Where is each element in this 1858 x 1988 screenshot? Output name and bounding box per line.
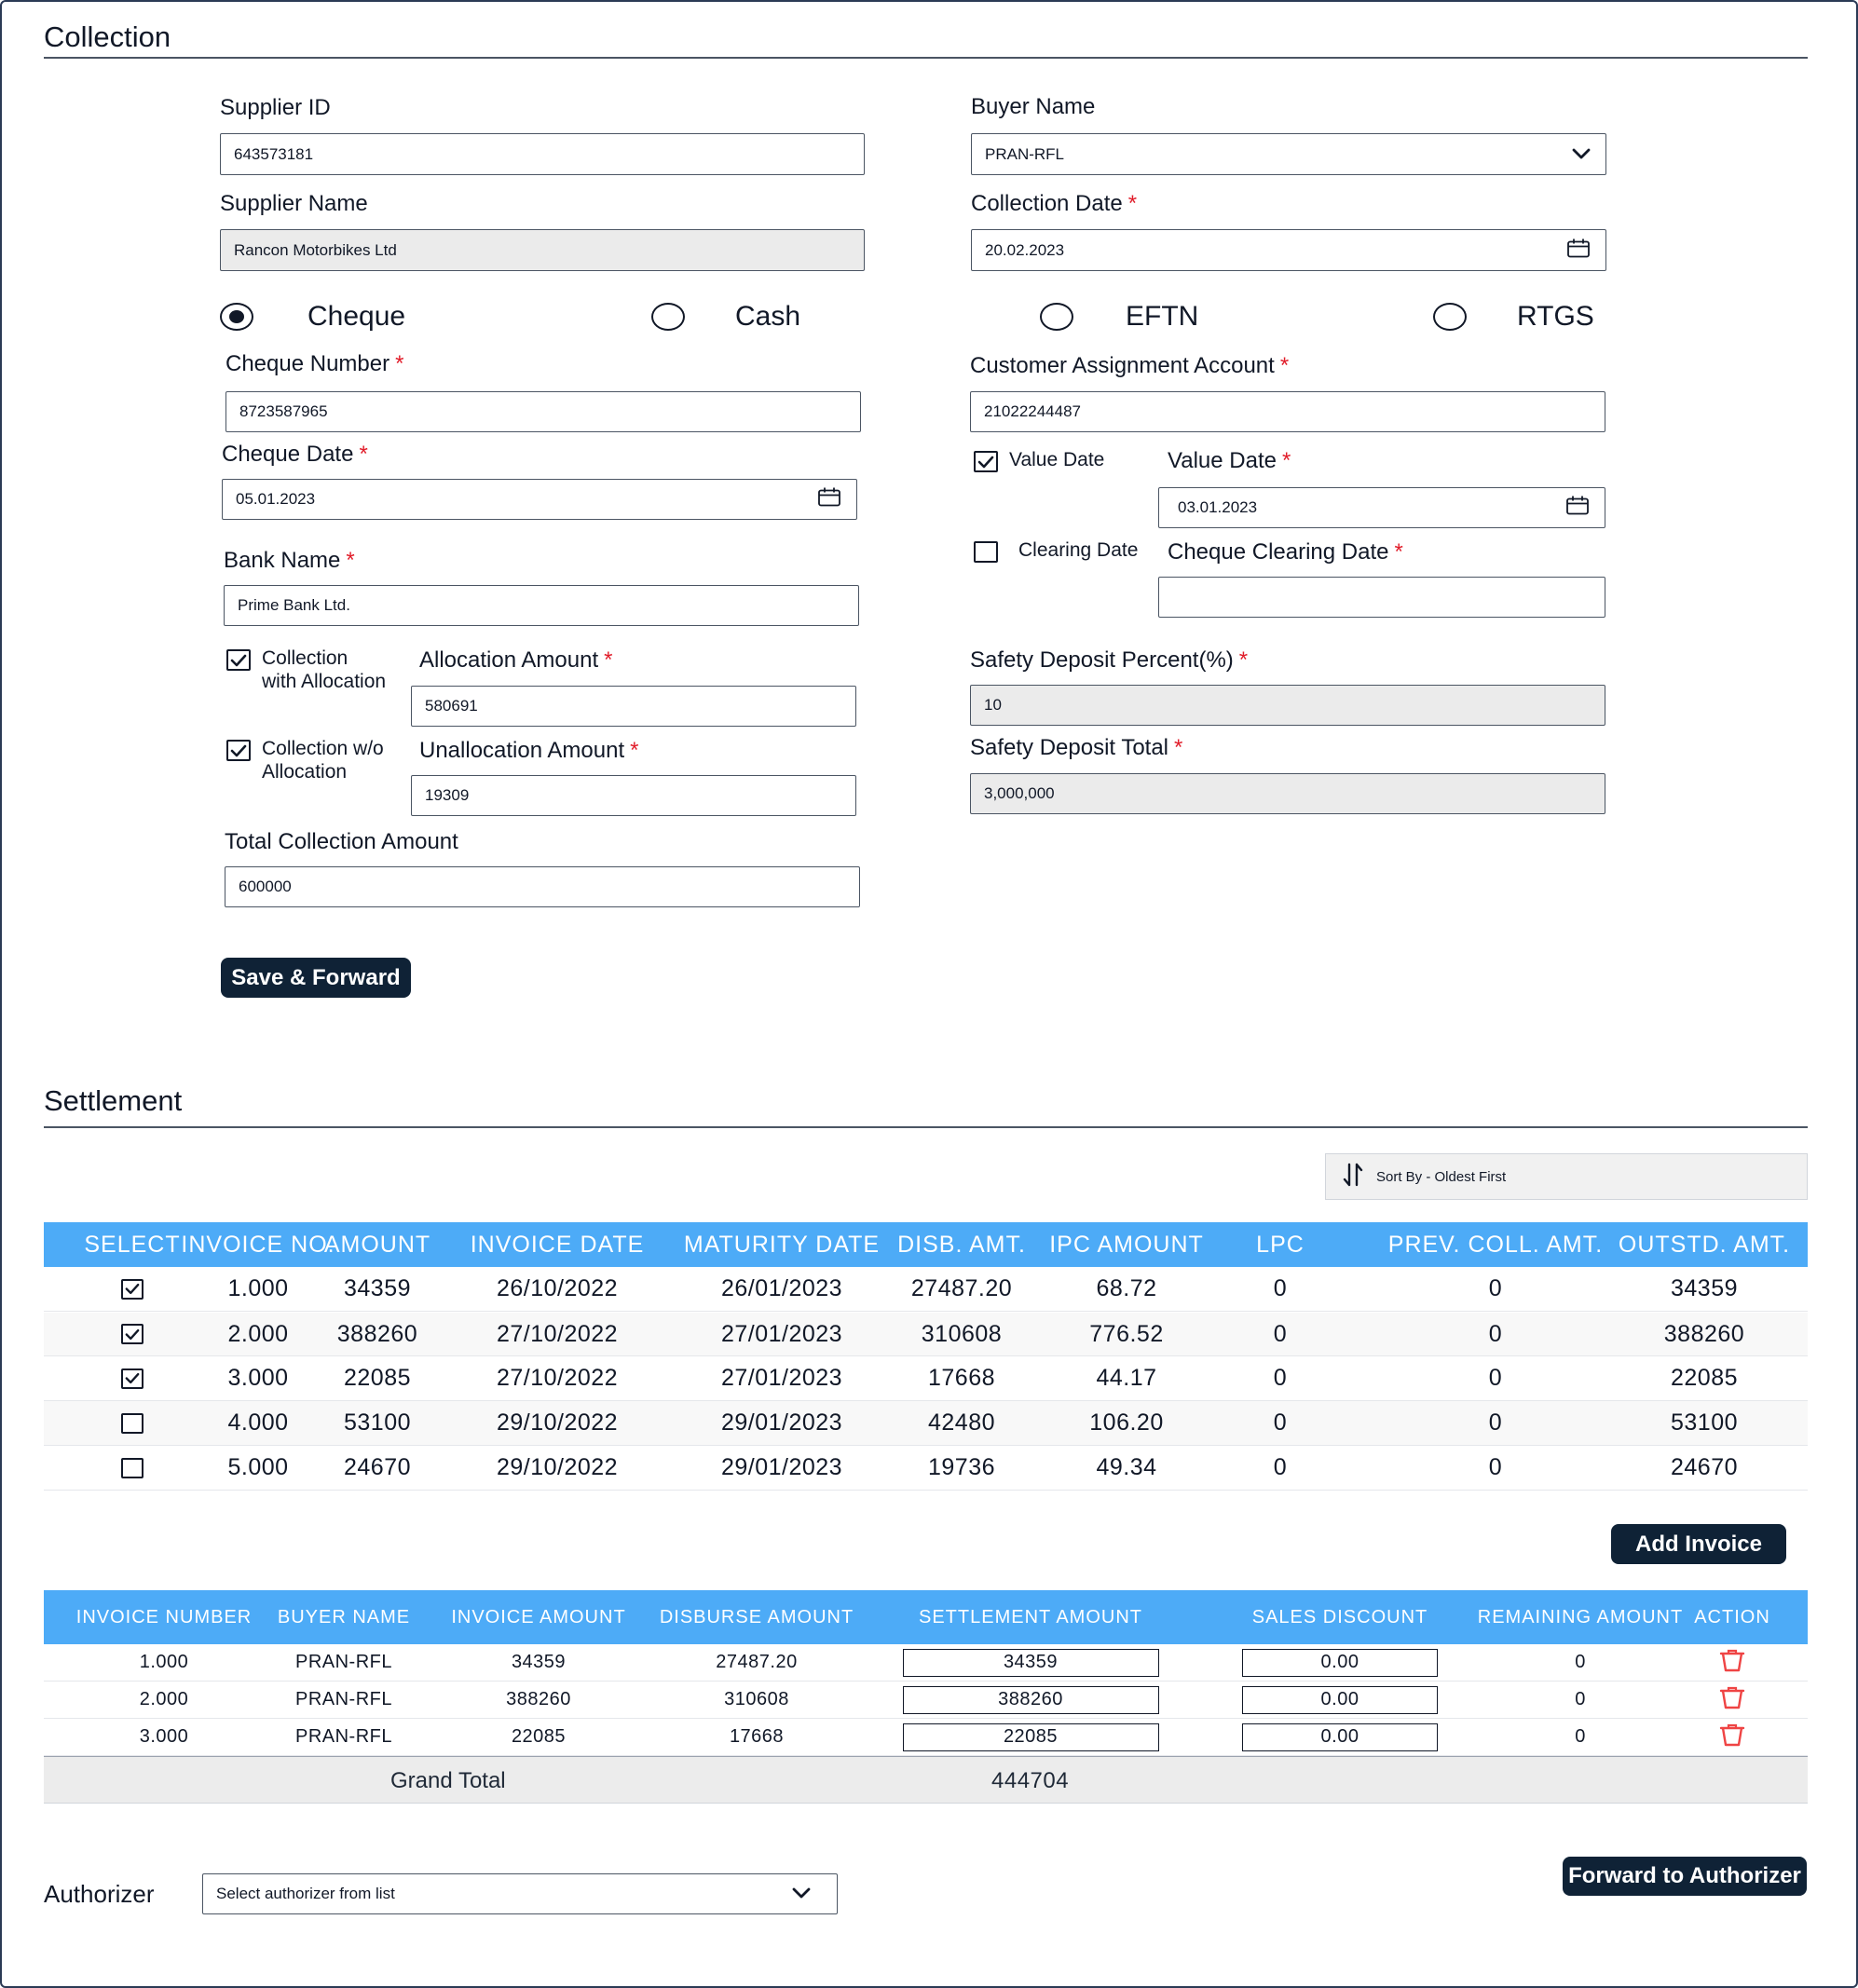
invoice-cell: 29/10/2022 (496, 1409, 619, 1436)
collection-date-input[interactable] (971, 229, 1606, 271)
supplier-name-input (220, 229, 865, 271)
invoice-cell: 26/01/2023 (720, 1275, 843, 1301)
invoice-cell: 29/01/2023 (720, 1454, 843, 1480)
allocation-amount-input[interactable] (411, 686, 856, 727)
supplier-name-value: Rancon Motorbikes Ltd (234, 240, 397, 259)
settlement-cell: PRAN-RFL (294, 1726, 392, 1747)
invoice-select-checkbox[interactable] (121, 1324, 143, 1344)
invoice-cell: 106.20 (1089, 1409, 1164, 1436)
settlement-cell: 3.000 (139, 1726, 189, 1747)
settlement-divider (44, 1126, 1808, 1128)
safety-deposit-total-value: 3,000,000 (984, 784, 1055, 802)
calendar-icon[interactable] (1566, 238, 1591, 263)
invoice-select-cell (62, 1267, 202, 1311)
settlement-cell: 310608 (724, 1689, 789, 1709)
radio-rtgs-circle[interactable] (1433, 303, 1467, 331)
invoice-select-checkbox[interactable] (121, 1279, 143, 1300)
sales-discount-input[interactable]: 0.00 (1242, 1723, 1438, 1751)
invoice-col-lpc: LPC (1256, 1231, 1305, 1258)
value-date-checkbox-label: Value Date (1009, 449, 1105, 470)
invoice-cell: 776.52 (1089, 1320, 1164, 1347)
settlement-cell: 388260 (506, 1689, 571, 1709)
radio-cash-label: Cash (735, 301, 801, 332)
chevron-down-icon (792, 1885, 811, 1903)
invoice-cell: 24670 (1670, 1454, 1739, 1480)
invoice-cell: 0 (1488, 1409, 1503, 1436)
collection-wo-allocation-label: Collection w/o Allocation (262, 738, 384, 783)
invoice-select-cell (62, 1401, 202, 1445)
invoice-cell: 24670 (343, 1454, 412, 1480)
invoice-col-disb-amt: DISB. AMT. (897, 1231, 1026, 1258)
settlement-col-remaining-amount: REMAINING AMOUNT (1477, 1606, 1684, 1627)
unallocation-amount-label: Unallocation Amount * (419, 738, 639, 763)
settlement-amount-cell (900, 1719, 1161, 1755)
supplier-id-input[interactable] (220, 133, 865, 175)
clearing-date-checkbox-label: Clearing Date (1018, 539, 1139, 561)
add-invoice-button[interactable]: Add Invoice (1611, 1524, 1786, 1564)
settlement-amount-input[interactable]: 34359 (903, 1649, 1159, 1677)
settlement-col-settlement-amount: SETTLEMENT AMOUNT (919, 1606, 1142, 1627)
invoice-cell: 3.000 (227, 1365, 289, 1391)
buyer-name-label: Buyer Name (971, 94, 1096, 119)
sort-dropdown[interactable] (1325, 1153, 1808, 1200)
bank-name-value: Prime Bank Ltd. (238, 596, 350, 614)
invoice-cell: 27/01/2023 (720, 1320, 843, 1347)
action-cell (1676, 1682, 1788, 1718)
invoice-col-invoice-date: INVOICE DATE (470, 1231, 645, 1258)
sales-discount-cell (1233, 1644, 1447, 1681)
invoice-select-checkbox[interactable] (121, 1413, 143, 1434)
invoice-col-select: SELECT (84, 1231, 181, 1258)
invoice-cell: 27/10/2022 (496, 1365, 619, 1391)
invoice-cell: 0 (1273, 1365, 1288, 1391)
invoice-cell: 53100 (1670, 1409, 1739, 1436)
bank-name-input[interactable] (224, 585, 859, 626)
settlement-cell: 27487.20 (716, 1652, 798, 1672)
chevron-down-icon (1572, 145, 1591, 164)
invoice-cell: 34359 (1670, 1275, 1739, 1301)
invoice-cell: 0 (1488, 1365, 1503, 1391)
authorizer-select[interactable] (202, 1873, 838, 1914)
collection-section-title: Collection (44, 20, 171, 53)
invoice-select-checkbox[interactable] (121, 1368, 143, 1389)
settlement-cell: 22085 (511, 1726, 567, 1747)
settlement-cell: 0 (1575, 1726, 1586, 1747)
invoice-cell: 0 (1273, 1275, 1288, 1301)
settlement-cell: 0 (1575, 1689, 1586, 1709)
radio-eftn-label: EFTN (1126, 301, 1199, 332)
total-collection-amount-input[interactable] (225, 866, 860, 907)
invoice-cell: 5.000 (227, 1454, 289, 1480)
invoice-cell: 29/01/2023 (720, 1409, 843, 1436)
settlement-col-buyer-name: BUYER NAME (277, 1606, 411, 1627)
supplier-id-label: Supplier ID (220, 95, 331, 120)
cheque-number-input[interactable] (225, 391, 861, 432)
invoice-col-prev-coll-amt: PREV. COLL. AMT. (1387, 1231, 1604, 1258)
radio-rtgs[interactable] (1433, 301, 1594, 333)
supplier-id-value: 643573181 (234, 144, 314, 163)
clearing-date-checkbox[interactable] (974, 541, 998, 563)
save-forward-button[interactable]: Save & Forward (221, 958, 411, 998)
trash-icon[interactable] (1718, 1685, 1746, 1715)
settlement-cell: PRAN-RFL (294, 1652, 392, 1672)
invoice-col-invoice-no: INVOICE NO. (181, 1231, 335, 1258)
invoice-cell: 0 (1273, 1454, 1288, 1480)
settlement-table-row (44, 1644, 1808, 1682)
sales-discount-input[interactable]: 0.00 (1242, 1686, 1438, 1714)
sales-discount-input[interactable]: 0.00 (1242, 1649, 1438, 1677)
total-collection-amount-label: Total Collection Amount (225, 829, 458, 854)
invoice-cell: 0 (1488, 1454, 1503, 1480)
action-cell (1676, 1644, 1788, 1681)
safety-deposit-total-label: Safety Deposit Total * (970, 735, 1183, 760)
bank-name-label: Bank Name * (224, 548, 355, 573)
cheque-number-label: Cheque Number * (225, 351, 404, 376)
invoice-cell: 27487.20 (910, 1275, 1013, 1301)
settlement-col-disburse-amount: DISBURSE AMOUNT (659, 1606, 854, 1627)
value-date-checkbox[interactable] (974, 451, 998, 472)
cheque-number-value: 8723587965 (239, 402, 328, 420)
value-date-value: 03.01.2023 (1178, 498, 1258, 516)
buyer-name-select[interactable] (971, 133, 1606, 175)
supplier-name-label: Supplier Name (220, 191, 368, 216)
invoice-cell: 27/10/2022 (496, 1320, 619, 1347)
calendar-icon[interactable] (817, 487, 841, 512)
safety-deposit-percent-input (970, 685, 1605, 726)
settlement-col-invoice-amount: INVOICE AMOUNT (451, 1606, 626, 1627)
settlement-table-row (44, 1719, 1808, 1756)
invoice-cell: 26/10/2022 (496, 1275, 619, 1301)
invoice-select-cell (62, 1313, 202, 1355)
unallocation-amount-input[interactable] (411, 775, 856, 816)
invoice-cell: 0 (1273, 1409, 1288, 1436)
invoice-cell: 29/10/2022 (496, 1454, 619, 1480)
invoice-col-amount: AMOUNT (323, 1231, 431, 1258)
unallocation-amount-value: 19309 (425, 786, 470, 804)
invoice-cell: 68.72 (1096, 1275, 1157, 1301)
invoice-cell: 310608 (921, 1320, 1003, 1347)
invoice-cell: 27/01/2023 (720, 1365, 843, 1391)
settlement-amount-cell (900, 1682, 1161, 1718)
invoice-cell: 4.000 (227, 1409, 289, 1436)
settlement-section-title: Settlement (44, 1084, 183, 1117)
radio-cash[interactable] (651, 301, 800, 333)
invoice-table-row (44, 1313, 1808, 1356)
invoice-table-row (44, 1267, 1808, 1312)
invoice-table-row (44, 1356, 1808, 1401)
invoice-select-cell (62, 1446, 202, 1490)
invoice-cell: 0 (1488, 1320, 1503, 1347)
invoice-cell: 1.000 (227, 1275, 289, 1301)
allocation-amount-value: 580691 (425, 697, 478, 715)
customer-assignment-account-value: 21022244487 (984, 402, 1082, 420)
cheque-clearing-date-input[interactable] (1158, 577, 1605, 618)
safety-deposit-percent-value: 10 (984, 696, 1002, 714)
invoice-col-maturity-date: MATURITY DATE (683, 1231, 881, 1258)
invoice-select-cell (62, 1356, 202, 1400)
radio-rtgs-label: RTGS (1517, 301, 1594, 332)
value-date-input[interactable] (1158, 487, 1605, 528)
calendar-icon[interactable] (1565, 496, 1590, 521)
invoice-cell: 22085 (1670, 1365, 1739, 1391)
total-collection-amount-value: 600000 (239, 878, 292, 895)
settlement-col-action: ACTION (1694, 1606, 1770, 1627)
invoice-cell: 53100 (343, 1409, 412, 1436)
invoice-table-row (44, 1401, 1808, 1446)
grand-total-row (44, 1756, 1808, 1804)
settlement-amount-cell (900, 1644, 1161, 1681)
invoice-cell: 0 (1488, 1275, 1503, 1301)
invoice-cell: 44.17 (1096, 1365, 1157, 1391)
invoice-cell: 17668 (927, 1365, 996, 1391)
authorizer-placeholder: Select authorizer from list (216, 1885, 395, 1902)
customer-assignment-account-label: Customer Assignment Account * (970, 353, 1290, 378)
sort-label: Sort By - Oldest First (1376, 1168, 1507, 1185)
settlement-cell: 2.000 (139, 1689, 189, 1709)
invoice-cell: 388260 (336, 1320, 418, 1347)
cheque-date-label: Cheque Date * (222, 442, 368, 467)
allocation-amount-label: Allocation Amount * (419, 647, 613, 673)
authorizer-label: Authorizer (44, 1880, 155, 1908)
invoice-table (44, 1222, 1808, 1491)
radio-cheque-circle[interactable] (220, 303, 253, 331)
invoice-cell: 388260 (1663, 1320, 1745, 1347)
trash-icon[interactable] (1718, 1648, 1746, 1678)
collection-date-value: 20.02.2023 (985, 240, 1065, 259)
grand-total-value: 444704 (991, 1767, 1070, 1793)
trash-icon[interactable] (1718, 1722, 1746, 1752)
sort-icon (1343, 1163, 1363, 1191)
cheque-date-input[interactable] (222, 479, 857, 520)
settlement-amount-input[interactable]: 22085 (903, 1723, 1159, 1751)
settlement-cell: 17668 (729, 1726, 785, 1747)
safety-deposit-percent-label: Safety Deposit Percent(%) * (970, 647, 1249, 673)
collection-with-allocation-checkbox[interactable] (226, 649, 251, 671)
safety-deposit-total-input (970, 773, 1605, 814)
collection-divider (44, 57, 1808, 59)
cheque-clearing-date-label: Cheque Clearing Date * (1168, 539, 1403, 565)
action-cell (1676, 1719, 1788, 1755)
customer-assignment-account-input[interactable] (970, 391, 1605, 432)
collection-date-label: Collection Date * (971, 191, 1138, 216)
sales-discount-cell (1233, 1682, 1447, 1718)
radio-cheque[interactable] (220, 301, 405, 333)
settlement-cell: PRAN-RFL (294, 1689, 392, 1709)
invoice-table-header (44, 1222, 1808, 1267)
radio-eftn[interactable] (1040, 301, 1198, 333)
invoice-cell: 42480 (927, 1409, 996, 1436)
invoice-select-checkbox[interactable] (121, 1458, 143, 1478)
invoice-col-ipc-amount: IPC AMOUNT (1049, 1231, 1204, 1258)
radio-eftn-circle[interactable] (1040, 303, 1073, 331)
invoice-table-row (44, 1446, 1808, 1491)
value-date-label: Value Date * (1168, 448, 1291, 473)
settlement-col-invoice-number: INVOICE NUMBER (75, 1606, 253, 1627)
settlement-cell: 34359 (511, 1652, 567, 1672)
settlement-cell: 0 (1575, 1652, 1586, 1672)
collection-wo-allocation-checkbox[interactable] (226, 740, 251, 761)
invoice-cell: 2.000 (227, 1320, 289, 1347)
settlement-cell: 1.000 (139, 1652, 189, 1672)
cheque-date-value: 05.01.2023 (236, 490, 316, 508)
settlement-table (44, 1590, 1808, 1804)
sales-discount-cell (1233, 1719, 1447, 1755)
invoice-cell: 19736 (927, 1454, 996, 1480)
invoice-cell: 34359 (343, 1275, 412, 1301)
invoice-cell: 49.34 (1096, 1454, 1157, 1480)
settlement-table-row (44, 1682, 1808, 1719)
forward-to-authorizer-button[interactable]: Forward to Authorizer (1563, 1857, 1807, 1896)
invoice-col-outstd-amt: OUTSTD. AMT. (1618, 1231, 1791, 1258)
collection-with-allocation-label: Collection with Allocation (262, 647, 387, 692)
settlement-col-sales-discount: SALES DISCOUNT (1251, 1606, 1428, 1627)
invoice-cell: 0 (1273, 1320, 1288, 1347)
radio-cash-circle[interactable] (651, 303, 685, 331)
radio-cheque-label: Cheque (307, 301, 406, 332)
settlement-table-header (44, 1590, 1808, 1644)
grand-total-label: Grand Total (390, 1767, 506, 1793)
invoice-cell: 22085 (343, 1365, 412, 1391)
buyer-name-value: PRAN-RFL (985, 144, 1065, 163)
settlement-amount-input[interactable]: 388260 (903, 1686, 1159, 1714)
